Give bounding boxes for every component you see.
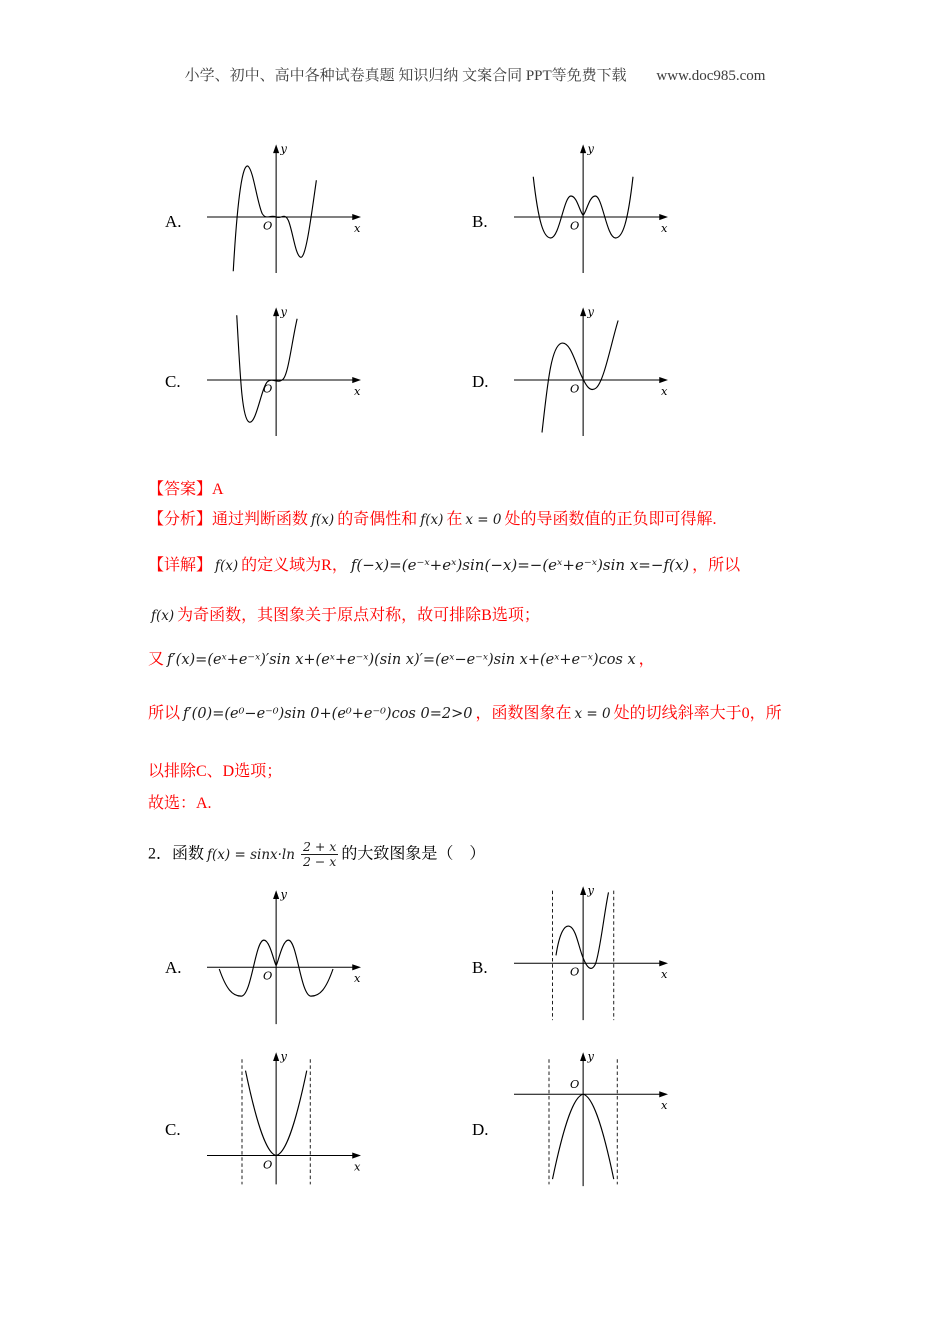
- detail-text: 为奇函数，其图象关于原点对称，故可排除B选项；: [177, 607, 540, 624]
- inline-formula: f(x) = sinx·ln: [207, 846, 295, 863]
- detail-text: ，所以: [692, 557, 741, 574]
- header-title: 小学、初中、高中各种试卷真题 知识归纳 文案合同 PPT等免费下载: [184, 68, 627, 84]
- fraction-numerator: 2 + x: [302, 839, 337, 854]
- inline-formula: f′(0)=(e⁰−e⁻⁰)sin 0+(e⁰+e⁻⁰)cos 0=2>0: [183, 706, 473, 722]
- q1-option-a-label: A.: [165, 212, 182, 231]
- fraction: [301, 840, 338, 870]
- analysis-text: 处的导函数值的正负即可得解.: [504, 511, 717, 528]
- q1-option-c-label: C.: [165, 372, 181, 391]
- y-axis-label: y: [587, 1049, 594, 1064]
- x-axis-arrow-icon: [659, 960, 668, 966]
- x-axis-label: x: [661, 220, 668, 235]
- detail-line-2: [148, 602, 878, 625]
- conclusion-line: [148, 790, 878, 813]
- analysis-text: 在: [446, 511, 463, 528]
- y-axis-label: y: [587, 304, 594, 319]
- analysis-text: 的奇偶性和: [337, 511, 418, 528]
- q2-option-b-label: B.: [472, 958, 488, 977]
- conclusion-text: 故选：A.: [148, 795, 212, 812]
- q2-text: 的大致图象是（ ）: [341, 845, 486, 863]
- q2-graph-d: [500, 1046, 675, 1195]
- q1-graph-c: [193, 303, 368, 443]
- detail-text: 处的切线斜率大于0，所: [613, 705, 782, 722]
- x-axis-label: x: [354, 220, 361, 235]
- analysis-text: 通过判断函数: [212, 511, 309, 528]
- inline-formula: f(−x)=(e⁻ˣ+eˣ)sin(−x)=−(eˣ+e⁻ˣ)sin x=−f(x): [350, 556, 690, 574]
- y-axis-arrow-icon: [580, 307, 586, 316]
- y-axis-label: y: [280, 141, 287, 156]
- q2-option-c-label: C.: [165, 1120, 181, 1139]
- y-axis-arrow-icon: [580, 886, 586, 895]
- curve: [233, 166, 316, 271]
- x-axis-label: x: [354, 383, 361, 398]
- origin-label: O: [263, 1157, 273, 1172]
- fraction-denominator: 2 − x: [302, 854, 337, 870]
- inline-formula: f(x): [311, 512, 335, 528]
- detail-text: ，函数图象在: [475, 705, 572, 722]
- x-axis-arrow-icon: [659, 377, 668, 383]
- x-axis-arrow-icon: [352, 1152, 361, 1158]
- inline-formula: f(x): [420, 512, 444, 528]
- origin-label: O: [570, 218, 580, 233]
- origin-label: O: [570, 1077, 580, 1092]
- detail-text: 又: [148, 651, 165, 668]
- q1-graph-a: [193, 140, 368, 280]
- origin-label: O: [263, 218, 273, 233]
- detail-text: ，: [638, 651, 655, 668]
- q2-graph-b: [500, 880, 675, 1029]
- header-url[interactable]: www.doc985.com: [656, 68, 766, 84]
- analysis-label: 【分析】: [148, 511, 213, 528]
- q2-text: 函数: [172, 845, 205, 863]
- x-axis-arrow-icon: [659, 1091, 668, 1097]
- q1-graph-d: [500, 303, 675, 443]
- y-axis-label: y: [587, 141, 594, 156]
- origin-label: O: [263, 381, 273, 396]
- detail-text: 的定义域为R，: [241, 557, 348, 574]
- inline-formula: f(x): [151, 608, 175, 624]
- q2-option-a-label: A.: [165, 958, 182, 977]
- y-axis-arrow-icon: [580, 144, 586, 153]
- y-axis-arrow-icon: [580, 1052, 586, 1061]
- answer-value: A: [212, 481, 224, 498]
- y-axis-label: y: [280, 887, 287, 902]
- q1-option-b-label: B.: [472, 212, 488, 231]
- detail-text: 所以: [148, 705, 181, 722]
- origin-label: O: [263, 968, 273, 983]
- x-axis-label: x: [661, 1098, 668, 1113]
- curve: [556, 892, 609, 968]
- q1-option-d-label: D.: [472, 372, 489, 391]
- origin-label: O: [570, 964, 580, 979]
- detail-text: 以排除C、D选项；: [148, 763, 283, 780]
- q2-stem: [148, 840, 485, 870]
- inline-formula: f(x): [215, 558, 239, 574]
- x-axis-label: x: [354, 971, 361, 986]
- curve: [237, 315, 297, 422]
- inline-formula: x = 0: [574, 706, 611, 722]
- y-axis-arrow-icon: [273, 890, 279, 899]
- inline-formula: x = 0: [465, 512, 502, 528]
- q2-graph-a: [193, 884, 368, 1033]
- x-axis-label: x: [354, 1159, 361, 1174]
- answer-label: 【答案】: [148, 481, 213, 498]
- x-axis-label: x: [661, 383, 668, 398]
- y-axis-label: y: [280, 1049, 287, 1064]
- x-axis-label: x: [661, 967, 668, 982]
- inline-formula: f′(x)=(eˣ+e⁻ˣ)′sin x+(eˣ+e⁻ˣ)(sin x)′=(eˣ−e⁻ˣ)sin x+(eˣ+e⁻ˣ)cos x: [167, 652, 636, 668]
- answer-line: [148, 476, 878, 499]
- q2-number: 2．: [148, 845, 173, 863]
- curve: [542, 321, 618, 433]
- x-axis-arrow-icon: [352, 377, 361, 383]
- y-axis-label: y: [587, 883, 594, 898]
- detail-line-5: [148, 758, 878, 781]
- detail-label: 【详解】: [148, 557, 213, 574]
- analysis-line: [148, 506, 878, 529]
- q2-option-d-label: D.: [472, 1120, 489, 1139]
- detail-line-3: [148, 646, 878, 669]
- detail-line-4: [148, 700, 878, 723]
- y-axis-arrow-icon: [273, 307, 279, 316]
- y-axis-arrow-icon: [273, 1052, 279, 1061]
- q1-graph-b: [500, 140, 675, 280]
- y-axis-arrow-icon: [273, 144, 279, 153]
- y-axis-label: y: [280, 304, 287, 319]
- origin-label: O: [570, 381, 580, 396]
- x-axis-arrow-icon: [352, 214, 361, 220]
- q2-graph-c: [193, 1046, 368, 1195]
- detail-line-1: [148, 552, 878, 575]
- x-axis-arrow-icon: [352, 964, 361, 970]
- x-axis-arrow-icon: [659, 214, 668, 220]
- page-header: [0, 64, 950, 85]
